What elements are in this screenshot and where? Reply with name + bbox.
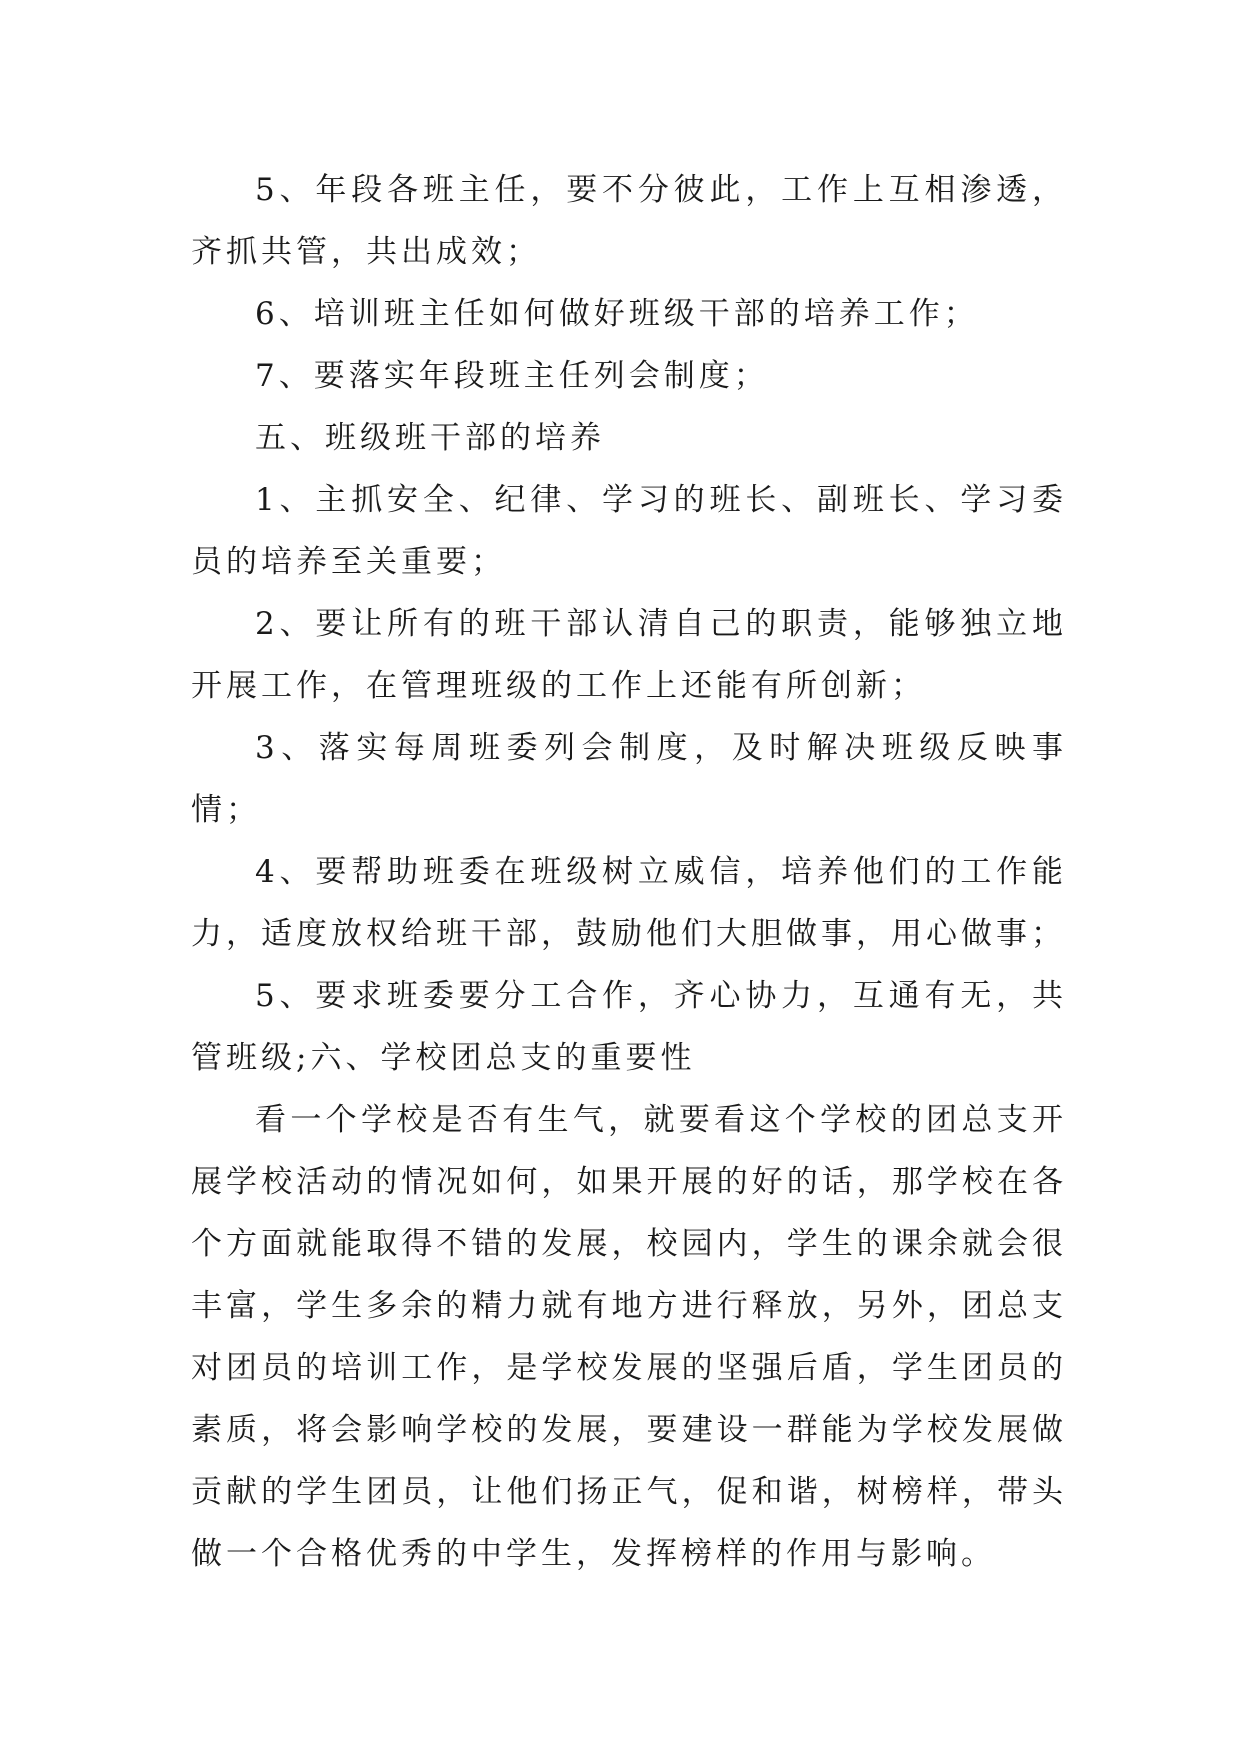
document-body	[191, 159, 1067, 1585]
paragraph-item-3-weekly-meeting: 3、落实每周班委列会制度，及时解决班级反映事情；	[191, 730, 1067, 828]
paragraph-item-1-cadres: 1、主抓安全、纪律、学习的班长、副班长、学习委员的培养至关重要；	[191, 482, 1067, 580]
section-heading-class-cadres: 五、班级班干部的培养	[255, 420, 605, 456]
paragraph-item-4-authority: 4、要帮助班委在班级树立威信，培养他们的工作能力，适度放权给班干部，鼓励他们大胆做事，用心做事；	[191, 854, 1067, 952]
paragraph-league-branch: 看一个学校是否有生气，就要看这个学校的团总支开展学校活动的情况如何，如果开展的好的话，那学校在各个方面就能取得不错的发展，校园内，学生的课余就会很丰富，学生多余的精力就有地方进行释放，另外，团总支对团员的培训工作，是学校发展的坚强后盾，学生团员的素质，将会影响学校的发展，要建设一群能为学校发展做贡献的学生团员，让他们扬正气，促和谐，树榜样，带头做一个合格优秀的中学生，发挥榜样的作用与影响。	[191, 1102, 1067, 1572]
paragraph-item-2-duties: 2、要让所有的班干部认清自己的职责，能够独立地开展工作，在管理班级的工作上还能有所创新；	[191, 606, 1067, 704]
paragraph-item-6-training: 6、培训班主任如何做好班级干部的培养工作；	[255, 296, 979, 332]
paragraph-item-5-head-teachers: 5、年段各班主任，要不分彼此，工作上互相渗透，齐抓共管，共出成效；	[191, 172, 1067, 270]
paragraph-item-5-cooperation: 5、要求班委要分工合作，齐心协力，互通有无，共管班级;六、学校团总支的重要性	[191, 978, 1067, 1076]
paragraph-item-7-meeting: 7、要落实年段班主任列会制度；	[255, 358, 769, 394]
